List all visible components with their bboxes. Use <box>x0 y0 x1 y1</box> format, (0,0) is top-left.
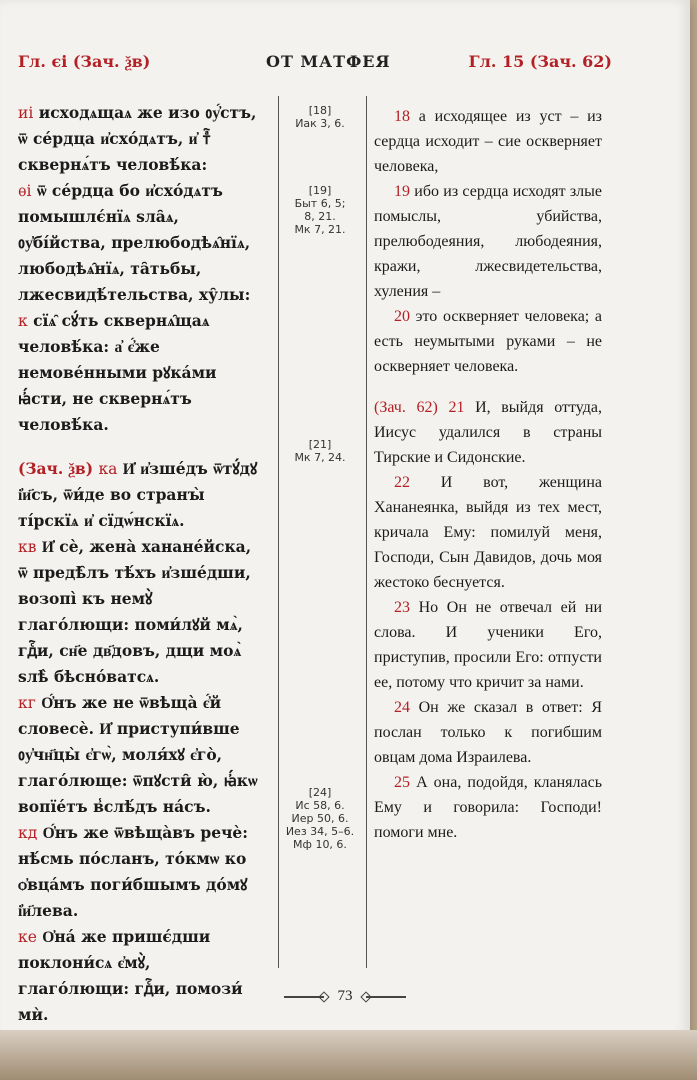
running-header <box>0 52 690 78</box>
verse-number: кв <box>18 538 37 556</box>
verse-text: О҆на́ же пришє́дши поклони́сѧ є҆мꙋ̀, глаго́лющи: гдⷭ҇и, помози́ мѝ. <box>18 927 243 1024</box>
verse-text: Но Он не отвечал ей ни слова. И ученики Его, приступив, просили Его: отпусти ее, потому что кричит за нами. <box>374 599 602 691</box>
verse-text: а исходящее из уст – из сердца исходит – сие оскверняет человека, <box>374 108 603 175</box>
slavonic-verse-20 <box>18 308 266 438</box>
header-title: ОТ МАТФЕЯ <box>266 52 391 71</box>
verse-number: 19 <box>394 183 410 200</box>
table-surface <box>0 1030 697 1080</box>
section-mark: (Зач. 62) <box>374 399 438 416</box>
reference-label: [21] <box>308 438 332 451</box>
page-footer <box>0 988 690 1005</box>
russian-text-column <box>374 104 602 845</box>
russian-verse-21 <box>374 395 602 470</box>
slavonic-verse-21 <box>18 456 266 534</box>
reference-text: Мф 10, 6. <box>293 838 347 851</box>
left-ornament-icon <box>284 996 324 998</box>
russian-verse-19 <box>374 179 602 304</box>
verse-number: ѳі <box>18 182 32 200</box>
header-chapter-slavonic: Гл. єі (Зач. ѯв) <box>18 52 151 71</box>
reference-19 <box>280 184 360 236</box>
reference-text: Мк 7, 21. <box>294 223 346 236</box>
verse-number: 20 <box>394 308 410 325</box>
russian-verse-20 <box>374 304 602 379</box>
verse-text: Он же сказал в ответ: Я послан только к погибшим овцам дома Израилева. <box>374 699 602 766</box>
verse-text: А она, подойдя, кланялась Ему и говорила: Господи! помоги мне. <box>374 774 603 841</box>
verse-text: О҆́нъ же не ѿвѣща̀ є҆́й словесѐ. И҆ приступи́вше ᲂу҆чн҃цы̀ є҆гѡ̀, моля́хꙋ є҆го̀, глаго́люще: ѿпꙋсти̑ ю̀, ꙗ҆́кѡ вопїе́тъ в̾слѣ́дъ на́съ. <box>18 693 258 816</box>
verse-text: И вот, женщина Хананеянка, выйдя из тех мест, кричала Ему: помилуй меня, Господи, Сын Давидов, дочь моя жестоко беснуется. <box>374 474 603 591</box>
verse-number: к <box>18 312 28 330</box>
reference-text: Ис 58, 6. <box>295 799 345 812</box>
verse-text: это оскверняет человека; а есть неумытыми руками – не оскверняет человека. <box>374 308 602 375</box>
verse-number: 21 <box>448 399 465 416</box>
reference-text: Мк 7, 24. <box>294 451 346 464</box>
verse-text: И҆ и҆зше́дъ ѿтꙋ́дꙋ і҆и҃съ, ѿи́де во странꙑ̀ ті́рскїѧ и҆ сїдѡ́нскїѧ. <box>18 459 258 530</box>
reference-label: [24] <box>308 786 332 799</box>
verse-text: ѿ се́рдца бо и҆схо́дѧтъ помышлє́нїѧ ѕла̑ѧ, ᲂу҆бі́йства, прелюбодѣѧ̑нїѧ, любодѣѧ̑нїѧ, та̑тьбы, лжесвидѣ́тельства, ху̑лы: <box>18 181 251 304</box>
verse-text: исходѧщаѧ же изо ᲂу҆́стъ, ѿ се́рдца и҆схо́дѧтъ, и҆ тⷶ҇ сквернѧ́тъ человѣ́ка: <box>18 103 257 174</box>
slavonic-verse-24 <box>18 820 266 924</box>
verse-text: И҆ сѐ, жена̀ ханане́йска, ѿ предѣ̑лъ тѣ́хъ и҆зше́дши, возопі̀ къ немꙋ̀ глаго́лющи: поми́лꙋй мѧ̀, гдⷭ҇и, сн҃е дв҃довъ, дщи моѧ̀ ѕлѣ̀ бѣсно́ватсѧ. <box>18 537 252 686</box>
reference-label: [18] <box>308 104 332 117</box>
right-ornament-icon <box>366 996 406 998</box>
verse-number: 18 <box>394 108 410 125</box>
slavonic-verse-23 <box>18 690 266 820</box>
verse-number: 25 <box>394 774 410 791</box>
verse-text: И, выйдя оттуда, Иисус удалился в страны Тирские и Сидонские. <box>374 399 603 466</box>
slavonic-verse-25 <box>18 924 266 1028</box>
verse-number: кд <box>18 824 38 842</box>
reference-21 <box>280 438 360 464</box>
slavonic-text-column <box>18 100 266 1028</box>
russian-verse-24 <box>374 695 602 770</box>
verse-number: ка <box>98 460 118 478</box>
verse-number: ке <box>18 928 37 946</box>
russian-verse-23 <box>374 595 602 695</box>
slavonic-verse-18 <box>18 100 266 178</box>
reference-text: Иак 3, 6. <box>295 117 345 130</box>
column-divider-right <box>366 96 367 968</box>
russian-verse-22 <box>374 470 602 595</box>
verse-number: 22 <box>394 474 410 491</box>
russian-verse-25 <box>374 770 602 845</box>
reference-text: Иер 50, 6. <box>291 812 349 825</box>
verse-text: О҆́нъ же ѿвѣща̀въ речѐ: нѣ́смь по́сланъ, то́кмѡ ко ѻ҆вца́мъ поги́бшымъ до́мꙋ і҆и҃левa. <box>18 823 248 920</box>
russian-verse-18 <box>374 104 602 179</box>
verse-number: кг <box>18 694 36 712</box>
slavonic-verse-19 <box>18 178 266 308</box>
header-chapter-russian: Гл. 15 (Зач. 62) <box>468 52 612 71</box>
slavonic-verse-22 <box>18 534 266 690</box>
verse-text: сїѧ̑ сꙋ́ть сквернѧ̑щаѧ человѣ́ка: а҆ є҆́же немове́нными рꙋка́ми ꙗ҆́сти, не сквернѧ́тъ человѣ́ка. <box>18 311 217 434</box>
page-number: 73 <box>337 988 353 1004</box>
section-mark: (Зач. ѯв) <box>18 459 94 478</box>
column-divider-left <box>278 96 279 968</box>
verse-number: иі <box>18 104 34 122</box>
reference-text: Быт 6, 5; <box>294 197 346 210</box>
verse-number: 24 <box>394 699 410 716</box>
reference-text: 8, 21. <box>304 210 336 223</box>
reference-label: [19] <box>308 184 332 197</box>
verse-number: 23 <box>394 599 410 616</box>
reference-24 <box>280 786 360 851</box>
verse-text: ибо из сердца исходят злые помыслы, убийства, прелюбодеяния, любодеяния, кражи, лжесвидетельства, хуления – <box>374 183 603 300</box>
reference-18 <box>280 104 360 130</box>
reference-text: Иез 34, 5–6. <box>285 825 355 838</box>
